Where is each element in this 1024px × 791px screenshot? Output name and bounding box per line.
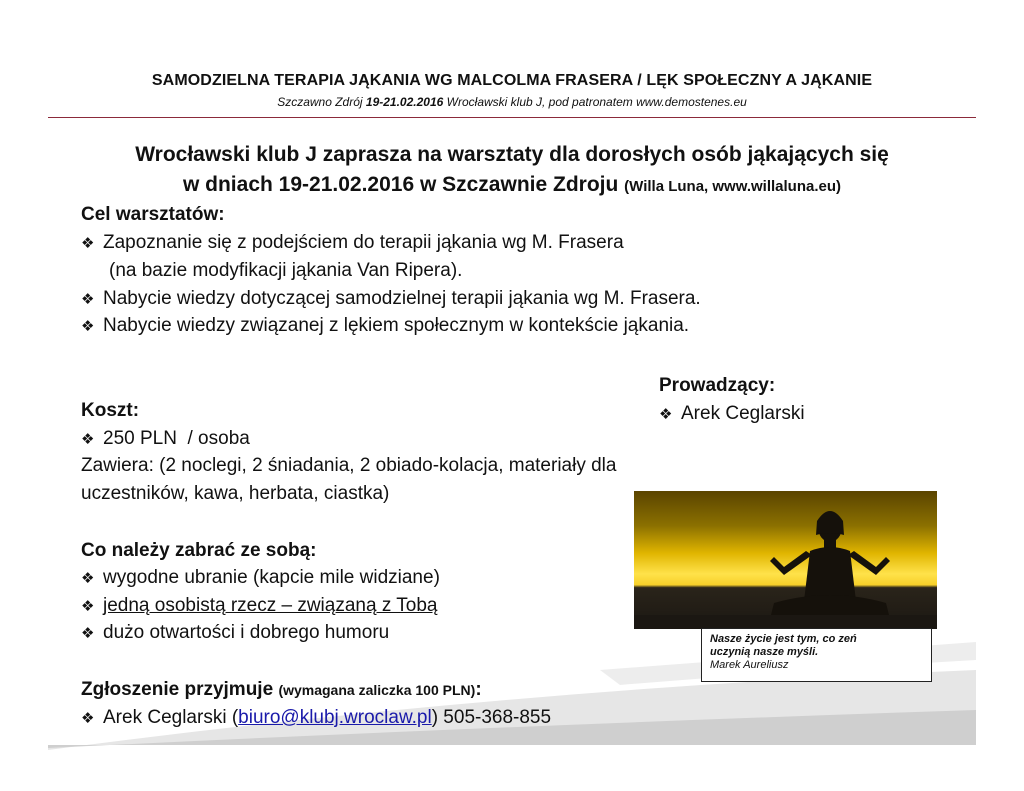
meditation-photo bbox=[634, 491, 937, 629]
quote-author: Marek Aureliusz bbox=[710, 659, 789, 671]
signup-heading-text: Zgłoszenie przyjmuje bbox=[81, 679, 274, 700]
bring-item bbox=[81, 592, 437, 620]
invitation-heading bbox=[0, 140, 1024, 202]
invitation-venue: (Willa Luna, www.willaluna.eu) bbox=[624, 178, 841, 195]
cost-heading: Koszt: bbox=[81, 400, 140, 421]
quote-line-1: Nasze życie jest tym, co zeń bbox=[710, 633, 857, 645]
diamond-bullet-icon: ❖ bbox=[81, 318, 95, 335]
quote-box bbox=[701, 628, 932, 682]
goal-item bbox=[81, 285, 701, 313]
diamond-bullet-icon: ❖ bbox=[81, 291, 95, 308]
bring-item bbox=[81, 564, 440, 592]
header-divider bbox=[48, 117, 976, 118]
goal-text: Nabycie wiedzy związanej z lękiem społecznym w kontekście jąkania. bbox=[103, 315, 690, 336]
diamond-bullet-icon: ❖ bbox=[81, 598, 95, 615]
bring-text: dużo otwartości i dobrego humoru bbox=[103, 622, 390, 643]
bring-text: jedną osobistą rzecz – związaną z Tobą bbox=[103, 595, 438, 616]
document-subtitle bbox=[0, 95, 1024, 109]
signup-name: Arek Ceglarski ( bbox=[103, 707, 239, 728]
goal-item bbox=[81, 229, 624, 257]
signup-heading bbox=[81, 676, 482, 704]
signup-phone: ) 505-368-855 bbox=[431, 707, 552, 728]
bring-heading: Co należy zabrać ze sobą: bbox=[81, 540, 317, 561]
goal-item-continuation: (na bazie modyfikacji jąkania Van Ripera). bbox=[109, 260, 463, 281]
invitation-dates: w dniach 19-21.02.2016 w Szczawnie Zdroju bbox=[182, 173, 619, 196]
goal-item bbox=[81, 312, 689, 340]
meditation-silhouette bbox=[634, 491, 937, 629]
signup-contact bbox=[81, 704, 551, 732]
invitation-line-2 bbox=[0, 170, 1024, 202]
diamond-bullet-icon: ❖ bbox=[659, 406, 673, 423]
subtitle-rest: Wrocławski klub J, pod patronatem www.demostenes.eu bbox=[446, 95, 747, 109]
leader-heading: Prowadzący: bbox=[659, 375, 776, 396]
cost-includes-line-2: uczestników, kawa, herbata, ciastka) bbox=[81, 483, 390, 504]
subtitle-dates: 19-21.02.2016 bbox=[365, 95, 444, 109]
diamond-bullet-icon: ❖ bbox=[81, 570, 95, 587]
document-title: SAMODZIELNA TERAPIA JĄKANIA WG MALCOLMA FRASERA / LĘK SPOŁECZNY A JĄKANIE bbox=[151, 72, 873, 89]
signup-email-link[interactable]: biuro@klubj.wroclaw.pl bbox=[238, 707, 432, 728]
signup-heading-colon: : bbox=[475, 679, 482, 700]
bring-text: wygodne ubranie (kapcie mile widziane) bbox=[103, 567, 440, 588]
cost-includes-line-1: Zawiera: (2 noclegi, 2 śniadania, 2 obiado-kolacja, materiały dla bbox=[81, 455, 617, 476]
cost-item bbox=[81, 425, 250, 453]
goals-heading: Cel warsztatów: bbox=[81, 204, 225, 225]
goal-text: Zapoznanie się z podejściem do terapii jąkania wg M. Frasera bbox=[103, 232, 624, 253]
leader-item bbox=[659, 400, 805, 428]
invitation-line-1: Wrocławski klub J zaprasza na warsztaty dla dorosłych osób jąkających się bbox=[135, 143, 889, 166]
diamond-bullet-icon: ❖ bbox=[81, 625, 95, 642]
signup-deposit-note: (wymagana zaliczka 100 PLN) bbox=[278, 682, 476, 698]
diamond-bullet-icon: ❖ bbox=[81, 710, 95, 727]
diamond-bullet-icon: ❖ bbox=[81, 431, 95, 448]
goal-text: Nabycie wiedzy dotyczącej samodzielnej terapii jąkania wg M. Frasera. bbox=[103, 288, 701, 309]
diamond-bullet-icon: ❖ bbox=[81, 235, 95, 252]
cost-price: 250 PLN / osoba bbox=[103, 428, 250, 449]
subtitle-place: Szczawno Zdrój bbox=[277, 95, 363, 109]
quote-line-2: uczynią nasze myśli. bbox=[710, 646, 819, 658]
leader-name: Arek Ceglarski bbox=[681, 403, 805, 424]
